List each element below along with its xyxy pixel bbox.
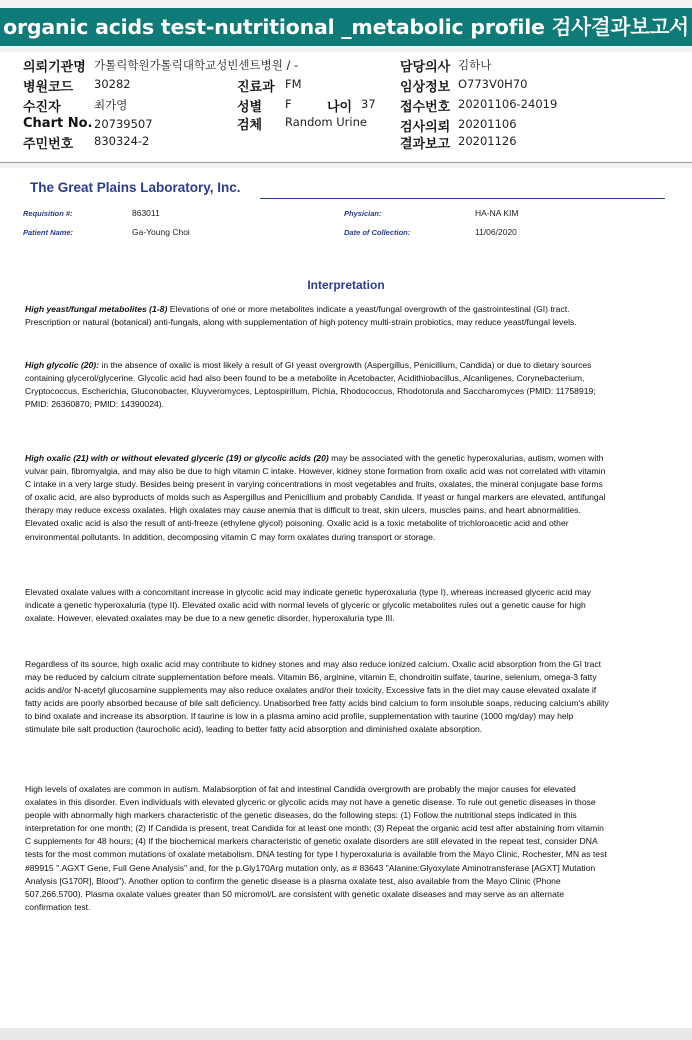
- hospital-code-value: 30282: [94, 77, 131, 91]
- chart-label: Chart No.: [23, 116, 93, 131]
- receipt-no-value: 20201106-24019: [458, 97, 558, 111]
- recipient-value: 최가영: [94, 98, 128, 112]
- receipt-no-label: 접수번호: [400, 100, 451, 115]
- paragraph-glycolic: [25, 359, 610, 411]
- recipient-label: 수진자: [23, 100, 61, 115]
- paragraph-yeast: [25, 303, 610, 329]
- paragraph-body: may be associated with the genetic hyperoxalurias, autism, women with vulvar pain, fibromyalgia, and may also be due to high vitamin C intake. However, kidney stone formation from oxalic acid was not correlated with vitamin C intake in a very large study. Besides being present in varying concentrations in most vegetables and fruits, oxalates, the mineral conjugate base forms of oxalic acid, are also byproducts of molds such as Aspergillus and Penicillium and probably Candida. If yeast or fungal markers are elevated, antifungal therapy may reduce excess oxalates. High oxalates may cause anemia that is difficult to treat, skin ulcers, muscles pains, and heart abnormalities. Elevated oxalic acid is also the result of anti-freeze (ethylene glycol) poisoning. Oxalic acid is a toxic metabolite of trichloroacetic acid and other environmental pollutants. In addition, decomposing vitamin C may form oxalates during transport or storage.: [25, 453, 606, 542]
- paragraph-hyperoxaluria: [25, 586, 610, 625]
- request-date-value: 20201106: [458, 117, 517, 131]
- clinical-info-label: 임상정보: [400, 80, 451, 95]
- physician-label: Physician:: [344, 209, 382, 218]
- lab-rule: [260, 198, 665, 199]
- age-value: 37: [361, 97, 376, 111]
- lab-name: The Great Plains Laboratory, Inc.: [30, 180, 241, 195]
- paragraph-lead: High oxalic (21) with or without elevated glyceric (19) or glycolic acids (20): [25, 453, 329, 463]
- bottom-strip: [0, 1028, 692, 1040]
- specimen-label: 검체: [237, 118, 263, 133]
- age-label: 나이: [327, 100, 353, 115]
- rrn-label: 주민번호: [23, 137, 74, 152]
- institution-value: 가톨릭학원가톨릭대학교성빈센트병원 / -: [94, 58, 299, 72]
- patient-label: Patient Name:: [23, 228, 74, 237]
- interpretation-heading: Interpretation: [307, 278, 385, 292]
- paragraph-autism: [25, 783, 610, 914]
- rrn-value: 830324-2: [94, 134, 150, 148]
- header-panel: [0, 52, 692, 163]
- sex-label: 성별: [237, 100, 263, 115]
- report-date-label: 결과보고: [400, 137, 451, 152]
- doctor-value: 김하나: [458, 58, 492, 72]
- report-title: organic acids test-nutritional _metabolic profile 검사결과보고서: [0, 8, 692, 46]
- report-page: [0, 168, 692, 1028]
- chart-value: 20739507: [94, 117, 153, 131]
- paragraph-body: in the absence of oxalic is most likely a result of GI yeast overgrowth (Aspergillus, Penicillium, Candida) or due to dietary sources containing glycerol/glycerine. Glycolic acid had also been found to be a metabolite in Acetobacter, Acidithiobacillus, Alcanligenes, Corynebacterium, Cryptococcus, Escherichia, Gluconobacter, Kluyveromyces, Leptospirillum, Pichia, Rhodococcus, Rhodotorula and Saccharomyces (PMID: 11758919; PMID: 26360870; PMID: 14390024).: [25, 360, 596, 410]
- paragraph-lead: High glycolic (20):: [25, 360, 100, 370]
- specimen-value: Random Urine: [285, 115, 367, 129]
- dept-value: FM: [285, 77, 302, 91]
- doctor-label: 담당의사: [400, 60, 451, 75]
- paragraph-lead: High yeast/fungal metabolites (1-8): [25, 304, 168, 314]
- patient-value: Ga-Young Choi: [132, 227, 190, 237]
- request-date-label: 검사의뢰: [400, 120, 451, 135]
- paragraph-body: Elevated oxalate values with a concomitant increase in glycolic acid may indicate genetic hyperoxaluria (type I), whereas increased glyceric acid may indicate a genetic hyperoxaluria (type II). Elevated oxalic acid with normal levels of glyceric or glycolic metabolites rules out a genetic cause for high oxalate. However, elevated oxalates may be due to a new genetic disorder, hyperoxaluria type III.: [25, 587, 592, 624]
- requisition-label: Requisition #:: [23, 209, 73, 218]
- paragraph-body: Regardless of its source, high oxalic acid may contribute to kidney stones and may also reduce ionized calcium. Oxalic acid absorption from the GI tract may be reduced by calcium citrate supplementation before meals. Vitamin B6, arginine, vitamin E, chondroitin sulfate, taurine, selenium, omega-3 fatty acids and/or N-acetyl glucosamine supplements may also reduce oxalates and/or their toxicity. Excessive fats in the diet may cause elevated oxalate if fatty acids are poorly absorbed because of bile salt deficiency. Unabsorbed free fatty acids bind calcium to form insoluble soaps, reducing calcium's ability to bind oxalate and increase its absorption. If taurine is low in a plasma amino acid profile, supplementation with taurine (1000 mg/day) may help stimulate bile salt production (taurocholic acid), leading to better fatty acid absorption and diminished oxalate absorption.: [25, 659, 609, 735]
- sex-value: F: [285, 97, 292, 111]
- paragraph-body: Elevations of one or more metabolites indicate a yeast/fungal overgrowth of the gastrointestinal (GI) tract. Prescription or natural (botanical) anti-fungals, along with supplementation of high potency multi-strain probiotics, may reduce yeast/fungal levels.: [25, 304, 577, 328]
- clinical-info-value: O773V0H70: [458, 77, 528, 91]
- collection-label: Date of Collection:: [344, 228, 411, 237]
- hospital-code-label: 병원코드: [23, 80, 74, 95]
- paragraph-oxalic: [25, 452, 610, 544]
- paragraph-body: High levels of oxalates are common in autism. Malabsorption of fat and intestinal Candida overgrowth are probably the major causes for elevated oxalates in this disorder. Even individuals with elevated glyceric or glycolic acids may not have a genetic disease. To rule out genetic diseases in those people with abnormally high markers characteristic of the genetic diseases, do the following steps: (1) Follow the nutritional steps indicated in this interpretation for one month; (2) If Candida is present, treat Candida for at least one month; (3) Repeat the organic acid test after abstaining from vitamin C supplements for 48 hours; (4) If the biochemical markers characteristic of genetic oxalate disorders are still elevated in the repeat test, consider DNA tests for the most common mutations of oxalate metabolism. DNA testing for type I hyperoxaluria is available from the Mayo Clinic, Rochester, MN as test #89915 ".AGXT Gene, Full Gene Analysis" and, for the p.Gly170Arg mutation only, as # 83643 "Alanine:Glyoxylate Aminotransferase [AGXT] Mutation Analysis [G170R], Blood"). Another option to confirm the genetic disease is a plasma oxalate test, also available from the Mayo Clinic (Phone 507.266.5700). Plasma oxalate values greater than 50 micromol/L are consistent with genetic oxalate diseases and may serve as an alternate confirmation test.: [25, 784, 607, 912]
- report-date-value: 20201126: [458, 134, 517, 148]
- dept-label: 진료과: [237, 80, 275, 95]
- collection-value: 11/06/2020: [475, 227, 517, 237]
- physician-value: HA-NA KIM: [475, 208, 519, 218]
- paragraph-kidney-stones: [25, 658, 610, 737]
- requisition-value: 863011: [132, 208, 160, 218]
- institution-label: 의뢰기관명: [23, 60, 86, 75]
